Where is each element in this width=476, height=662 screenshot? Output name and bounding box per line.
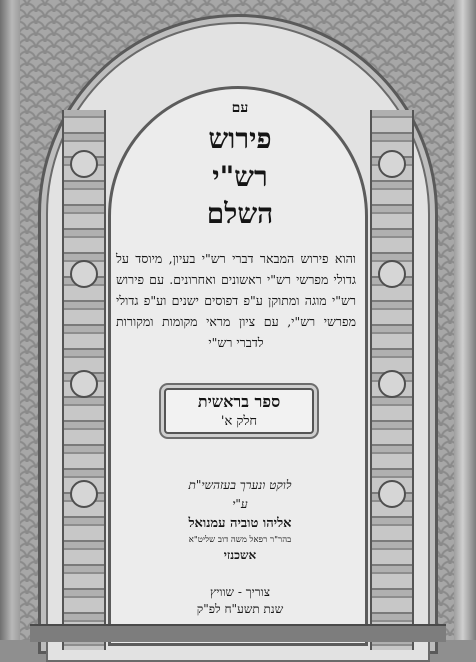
pillar-ornament: [378, 260, 406, 288]
author-surname: אשכנזי: [223, 548, 257, 562]
author-father: בהר"ר רפאל משה דוב שליט"א: [188, 535, 292, 545]
by-label: ע"י: [232, 497, 248, 511]
frame-base: [30, 624, 446, 642]
main-title-line3: השלם: [206, 197, 274, 230]
main-title-line1: פירוש: [208, 122, 272, 155]
pillar-ornament: [378, 480, 406, 508]
pillar-ornament: [378, 370, 406, 398]
pillar-ornament: [70, 260, 98, 288]
pillar-ornament: [70, 150, 98, 178]
volume-part: חלק א': [220, 414, 258, 429]
ornamental-pillar-left: [62, 110, 106, 650]
description-paragraph: והוא פירוש המבאר דברי רש"י בעיון, מיוסד על גדולי מפרשי רש"י ראשונים ואחרונים. עם פירוש רש"י מוגה ומתוקן ע"פ דפוסים ישנים וע"פ גדולי מפרשי רש"י, עם ציון מראי מקומות ומקורות לדברי רש"י: [116, 251, 356, 350]
pillar-ornament: [70, 480, 98, 508]
volume-title: ספר בראשית: [197, 392, 281, 411]
compiled-by-label: לוקט ונערך בעזהשי"ת: [188, 478, 292, 492]
main-title-line2: רש"י: [212, 160, 268, 193]
subtitle-im: עם: [231, 100, 249, 116]
author-name: אליהו טוביה עמנואל: [188, 516, 292, 531]
pillar-ornament: [378, 150, 406, 178]
pillar-ornament: [70, 370, 98, 398]
publication-place: צוריך - שוויץ: [209, 585, 270, 599]
ornamental-pillar-right: [370, 110, 414, 650]
publication-year: שנת תשע"ח לפ"ק: [196, 602, 284, 616]
